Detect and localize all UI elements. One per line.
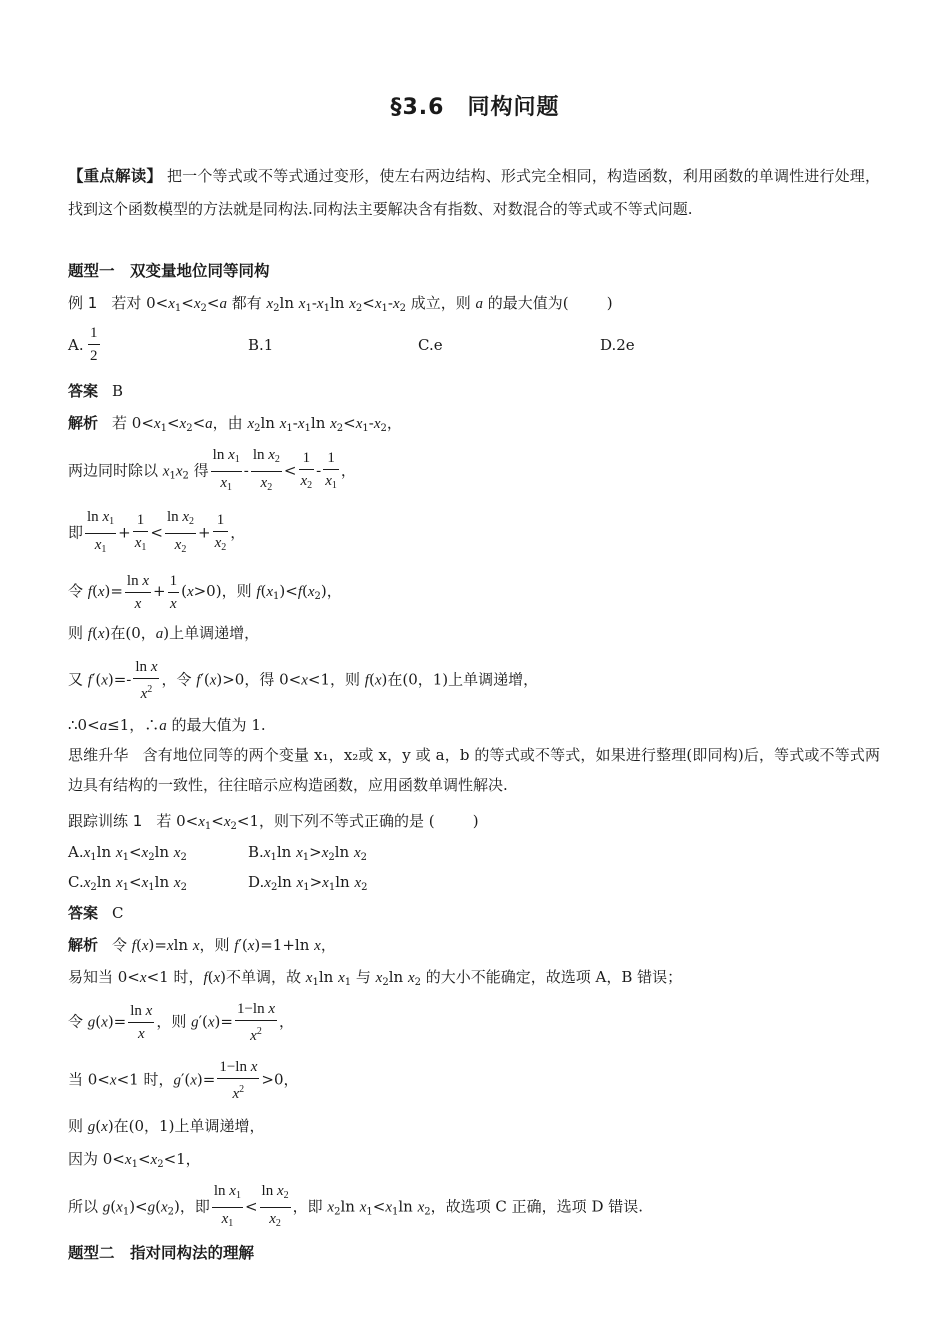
option-b: B.1 (248, 336, 274, 354)
example1-question: 例 1 若对 $0<x_1<x_2<a$ 都有 $x_2\ln$ $x_1-x_1\ln$ $x_2<x_1-x_2$ 成立，则 a 的最大值为( ) (68, 294, 613, 314)
option-d: $D.x_2\ln$ $x_1>x_1\ln$ $x_2$ (248, 873, 368, 893)
option-c: $C.x_2\ln$ $x_1<x_1\ln$ $x_2$ (68, 873, 187, 893)
option-c: C.e (418, 336, 443, 354)
training1-options-ab (68, 841, 880, 869)
example1-options (68, 322, 880, 370)
section-heading-type1: 题型一 双变量地位同等同构 (68, 262, 270, 280)
analysis-because: 因为 $0<x_1<x_2<1$， (68, 1150, 201, 1170)
option-d: D.2e (600, 336, 635, 354)
answer-label: 答案 (68, 904, 99, 922)
formula-rearranged: 即 $\frac{\ln x_1}{x_1}$ + $\frac{1}{x_1}$ < $\frac{\ln x_2}{x_2}$ + $\frac{1}{x_2}$ ， (68, 506, 880, 561)
intro-text: 把一个等式或不等式通过变形，使左右两边结构、形式完全相同，构造函数，利用函数的单调性进行处理，找到这个函数模型的方法就是同构法.同构法主要解决含有指数、对数混合的等式或不等式问题. (68, 167, 880, 218)
formula-define-f: 令 f(x)= $\frac{\text{ln x}}{x}$ + $\frac{1}{x}$ (x>0)，则 $f(x_1)<f(x_2)$， (68, 568, 880, 620)
intro-label: 【重点解读】 (68, 167, 163, 185)
thinking-paragraph (68, 740, 880, 800)
answer-value: B (112, 382, 124, 400)
fraction-one-half: $\frac{1}{2}$ (88, 322, 100, 367)
training1-analysis-line1: 解析 令 f(x)=xln x，则 f′(x)=1+ln x， (68, 936, 336, 954)
formula-derivative: 又 f′(x)=- $\frac{\text{ln x}}{x^2}$ ，令 f′(x)>0，得 0<x<1，则 f(x)在(0，1)上单调递增， (68, 656, 880, 705)
option-b: $B.x_1\ln$ $x_1>x_2\ln$ $x_2$ (248, 843, 368, 863)
section-heading-type2: 题型二 指对同构法的理解 (68, 1244, 255, 1262)
training1-options-cd (68, 871, 880, 899)
page-title: §3.6 同构问题 (390, 95, 560, 120)
thinking-label: 思维升华 (68, 746, 129, 764)
formula-define-g: 令 g(x)= $\frac{\text{ln x}}{x}$ ，则 g′(x)= $\frac{\text{1−ln x}}{x^2}$ ， (68, 998, 880, 1047)
formula-divide: 两边同时除以 $x_1x_2$ 得 $\frac{\ln x_1}{x_1}$ - $\frac{\ln x_2}{x_2}$ < $\frac{1}{x_2}$ - $\frac{1}{x_1}$ ， (68, 444, 880, 500)
example1-analysis-line1: 解析 若 $0<x_1<x_2<a$，由 $x_2\ln$ $x_1-x_1\ln$ $x_2<x_1-x_2$， (68, 414, 402, 434)
analysis-conclusion: ∴0<a≤1，∴a 的最大值为 1. (68, 716, 266, 734)
formula-g-positive: 当 0<x<1 时，g′(x)= $\frac{\text{1−ln x}}{x^2}$ >0， (68, 1056, 880, 1105)
analysis-g-monotone: 则 g(x)在(0，1)上单调递增， (68, 1117, 265, 1135)
thinking-text: 含有地位同等的两个变量 x₁，x₂或 x，y 或 a，b 的等式或不等式，如果进行整理(即同构)后，等式或不等式两边具有结构的一致性，往往暗示应构造函数，应用函数单调性解决. (68, 746, 880, 794)
analysis-label: 解析 (68, 414, 99, 432)
intro-paragraph (68, 160, 880, 226)
answer-value: C (112, 904, 124, 922)
analysis-label: 解析 (68, 936, 99, 954)
answer-label: 答案 (68, 382, 99, 400)
training1-analysis-line2: 易知当 0<x<1 时，f(x)不单调，故 $x_1\ln$ $x_1$ 与 $x_2\ln$ $x_2$ 的大小不能确定，故选项 A，B 错误； (68, 968, 683, 988)
formula-final: 所以 $g(x_1)<g(x_2)$，即 $\frac{\ln x_1}{x_1}$ < $\frac{\ln x_2}{x_2}$ ，即 $x_2\ln$ $x_1<x_1\ln$ $x_2$，故选项 C 正确，选项 D 错误. (68, 1180, 880, 1236)
option-a: $A.x_1\ln$ $x_1<x_2\ln$ $x_2$ (68, 843, 187, 863)
option-a: A. (68, 336, 84, 354)
analysis-monotone: 则 f(x)在(0，a)上单调递增， (68, 624, 260, 642)
example1-label: 例 1 (68, 294, 98, 312)
training1-question: 跟踪训练 1 若 $0<x_1<x_2<1$，则下列不等式正确的是 ( ) (68, 812, 479, 832)
training1-answer (68, 902, 880, 924)
example1-answer (68, 380, 880, 402)
training1-label: 跟踪训练 1 (68, 812, 143, 830)
